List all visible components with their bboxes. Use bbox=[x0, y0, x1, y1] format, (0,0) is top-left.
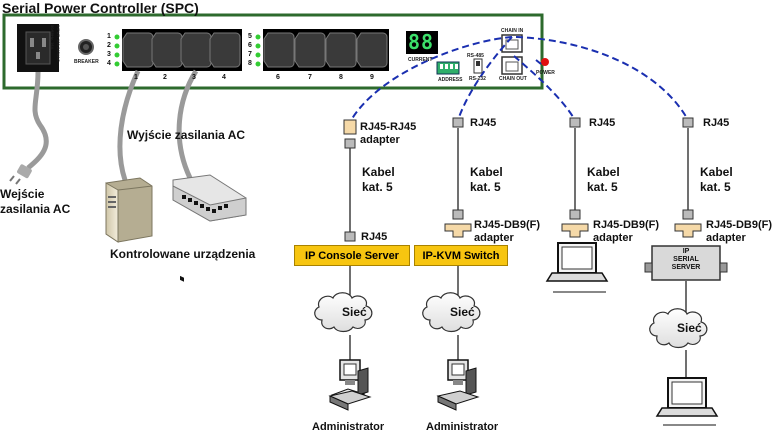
network-label: Sieć bbox=[342, 305, 367, 319]
breaker-label: BREAKER bbox=[74, 59, 99, 65]
led-number: 2 bbox=[107, 42, 111, 49]
outlet-icon bbox=[123, 33, 240, 67]
network-switch-icon bbox=[173, 175, 246, 282]
cable-label: Kabel kat. 5 bbox=[700, 165, 733, 194]
connector-label: RJ45 bbox=[703, 117, 730, 129]
power-label: POWER bbox=[536, 70, 555, 76]
led-number: 3 bbox=[107, 51, 111, 58]
adapter-label: RJ45-DB9(F) adapter bbox=[706, 219, 773, 244]
ac-output-label: Wyjście zasilania AC bbox=[127, 128, 246, 142]
ip-kvm-switch: IP-KVM Switch bbox=[414, 245, 508, 266]
outlet-number: 9 bbox=[370, 74, 374, 81]
network-cloud-icon bbox=[315, 293, 707, 348]
current-digits: 88 bbox=[408, 30, 435, 54]
chain-out-label: CHAIN OUT bbox=[499, 76, 527, 82]
led-number: 4 bbox=[107, 60, 111, 67]
adapter-label: RJ45-DB9(F) adapter bbox=[474, 219, 541, 244]
led-number: 8 bbox=[248, 60, 252, 67]
connector-label: RJ45 bbox=[361, 231, 388, 243]
ip-console-server: IP Console Server bbox=[294, 245, 410, 266]
cable-label: Kabel kat. 5 bbox=[587, 165, 620, 194]
adapter-label: RJ45-RJ45 adapter bbox=[360, 121, 417, 146]
controlled-devices-label: Kontrolowane urządzenia bbox=[110, 247, 256, 261]
led-number: 5 bbox=[248, 33, 252, 40]
outlet-icon bbox=[264, 33, 387, 67]
administrator-label: Administrator bbox=[312, 421, 385, 433]
current-label: CURRENT bbox=[408, 57, 433, 63]
network-label: Sieć bbox=[677, 321, 702, 335]
laptop-icon bbox=[657, 378, 717, 425]
outlet-number: 4 bbox=[222, 74, 226, 81]
led-number: 1 bbox=[107, 33, 111, 40]
rs232-label: RS-232 bbox=[469, 76, 486, 82]
rs485-label: RS-485 bbox=[467, 53, 484, 59]
administrator-label: Administrator bbox=[426, 421, 499, 433]
admin-workstation-icon bbox=[438, 360, 478, 410]
led-number: 6 bbox=[248, 42, 252, 49]
outlet-number: 1 bbox=[134, 74, 138, 81]
adapter-label: RJ45-DB9(F) adapter bbox=[593, 219, 660, 244]
ip-serial-server-label: IP SERIAL SERVER bbox=[671, 248, 701, 271]
network-label: Sieć bbox=[450, 305, 475, 319]
outlet-number: 8 bbox=[339, 74, 343, 81]
cable-label: Kabel kat. 5 bbox=[470, 165, 503, 194]
page-title: Serial Power Controller (SPC) bbox=[2, 0, 199, 16]
outlet-number: 2 bbox=[163, 74, 167, 81]
connector-label: RJ45 bbox=[470, 117, 497, 129]
outlet-number: 7 bbox=[308, 74, 312, 81]
power-led-icon bbox=[541, 58, 549, 66]
cable-label: Kabel kat. 5 bbox=[362, 165, 395, 194]
network-cables bbox=[350, 265, 686, 378]
address-label: ADDRESS bbox=[438, 77, 463, 83]
input-spec-label: INPUT: 100-240VAC 50/60Hz, 16A bbox=[50, 25, 61, 62]
computer-tower-icon bbox=[106, 178, 152, 242]
chain-in-label: CHAIN IN bbox=[501, 28, 524, 34]
outlet-number: 6 bbox=[276, 74, 280, 81]
connector-label: RJ45 bbox=[589, 117, 616, 129]
admin-workstation-icon bbox=[330, 360, 370, 410]
outlet-number: 3 bbox=[192, 74, 196, 81]
laptop-icon bbox=[547, 243, 607, 292]
ac-input-label: Wejście zasilania AC bbox=[0, 187, 71, 216]
led-number: 7 bbox=[248, 51, 252, 58]
